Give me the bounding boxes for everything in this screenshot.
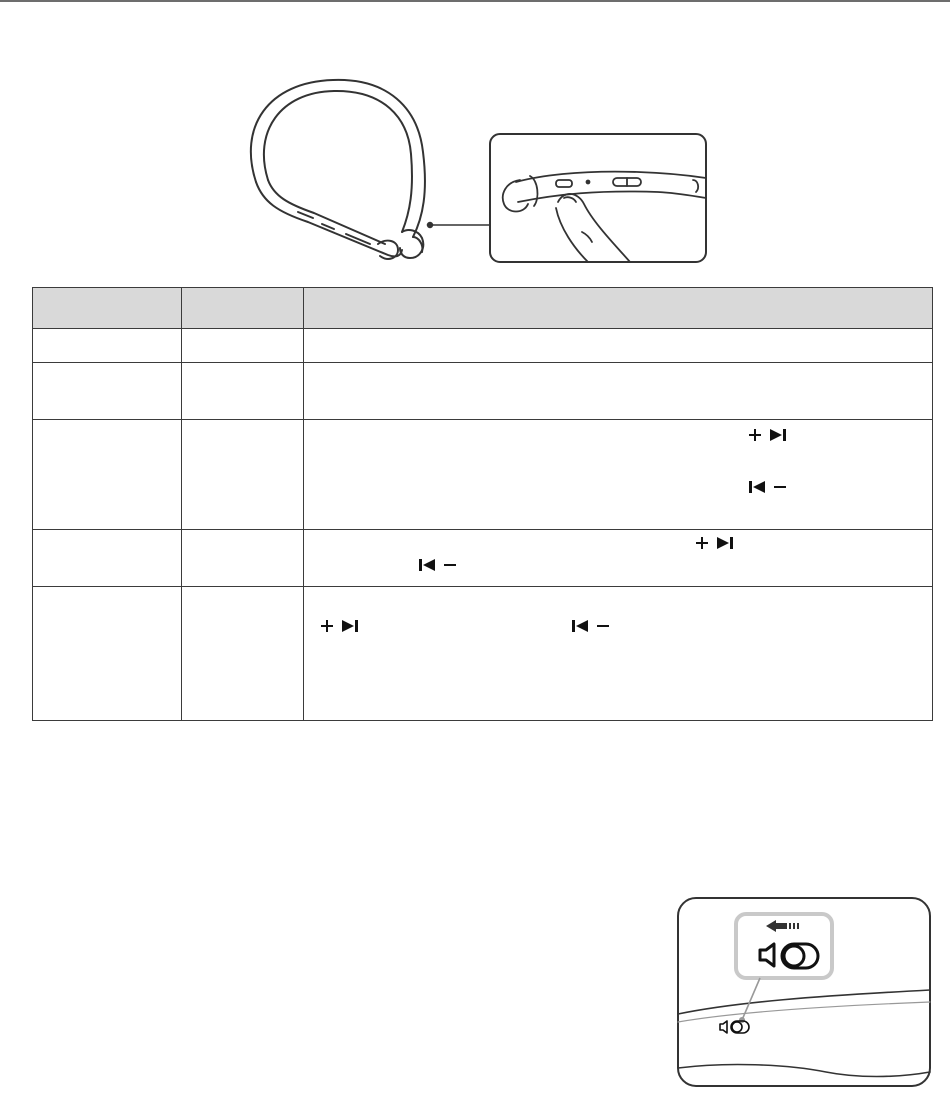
prev-minus-glyph (748, 480, 787, 494)
table-cell (304, 329, 933, 363)
table-cell (182, 530, 304, 587)
prev-minus-glyph (418, 558, 457, 572)
table-cell (33, 530, 182, 587)
table-header-cell (182, 288, 304, 329)
table-row (33, 329, 933, 363)
table-header-row (33, 288, 933, 329)
table-cell (33, 363, 182, 420)
plus-icon (748, 428, 762, 442)
next-track-icon (769, 428, 787, 442)
next-track-icon (716, 536, 734, 550)
table-header-cell (33, 288, 182, 329)
previous-track-icon (571, 619, 589, 633)
table-cell (182, 420, 304, 530)
table-cell (33, 587, 182, 721)
table-cell (304, 530, 933, 587)
plus-next-glyph (748, 428, 787, 442)
table-cell (33, 329, 182, 363)
previous-track-icon (418, 558, 436, 572)
plus-next-glyph (695, 536, 734, 550)
minus-icon (596, 619, 610, 633)
table-row (33, 363, 933, 420)
table-cell (182, 363, 304, 420)
table-cell (304, 587, 933, 721)
table-row (33, 420, 933, 530)
plus-next-glyph (320, 619, 359, 633)
top-divider (0, 0, 950, 2)
table-cell (182, 329, 304, 363)
table-cell (304, 363, 933, 420)
table-header-cell (304, 288, 933, 329)
previous-track-icon (748, 480, 766, 494)
table-row (33, 587, 933, 721)
function-table (32, 287, 933, 721)
table-row (33, 530, 933, 587)
prev-minus-glyph (571, 619, 610, 633)
headset-illustration (238, 72, 710, 268)
next-track-icon (341, 619, 359, 633)
minus-icon (443, 558, 457, 572)
plus-icon (320, 619, 334, 633)
table-cell (182, 587, 304, 721)
table-cell (304, 420, 933, 530)
table-cell (33, 420, 182, 530)
mute-switch-illustration (676, 896, 932, 1088)
plus-icon (695, 536, 709, 550)
minus-icon (773, 480, 787, 494)
